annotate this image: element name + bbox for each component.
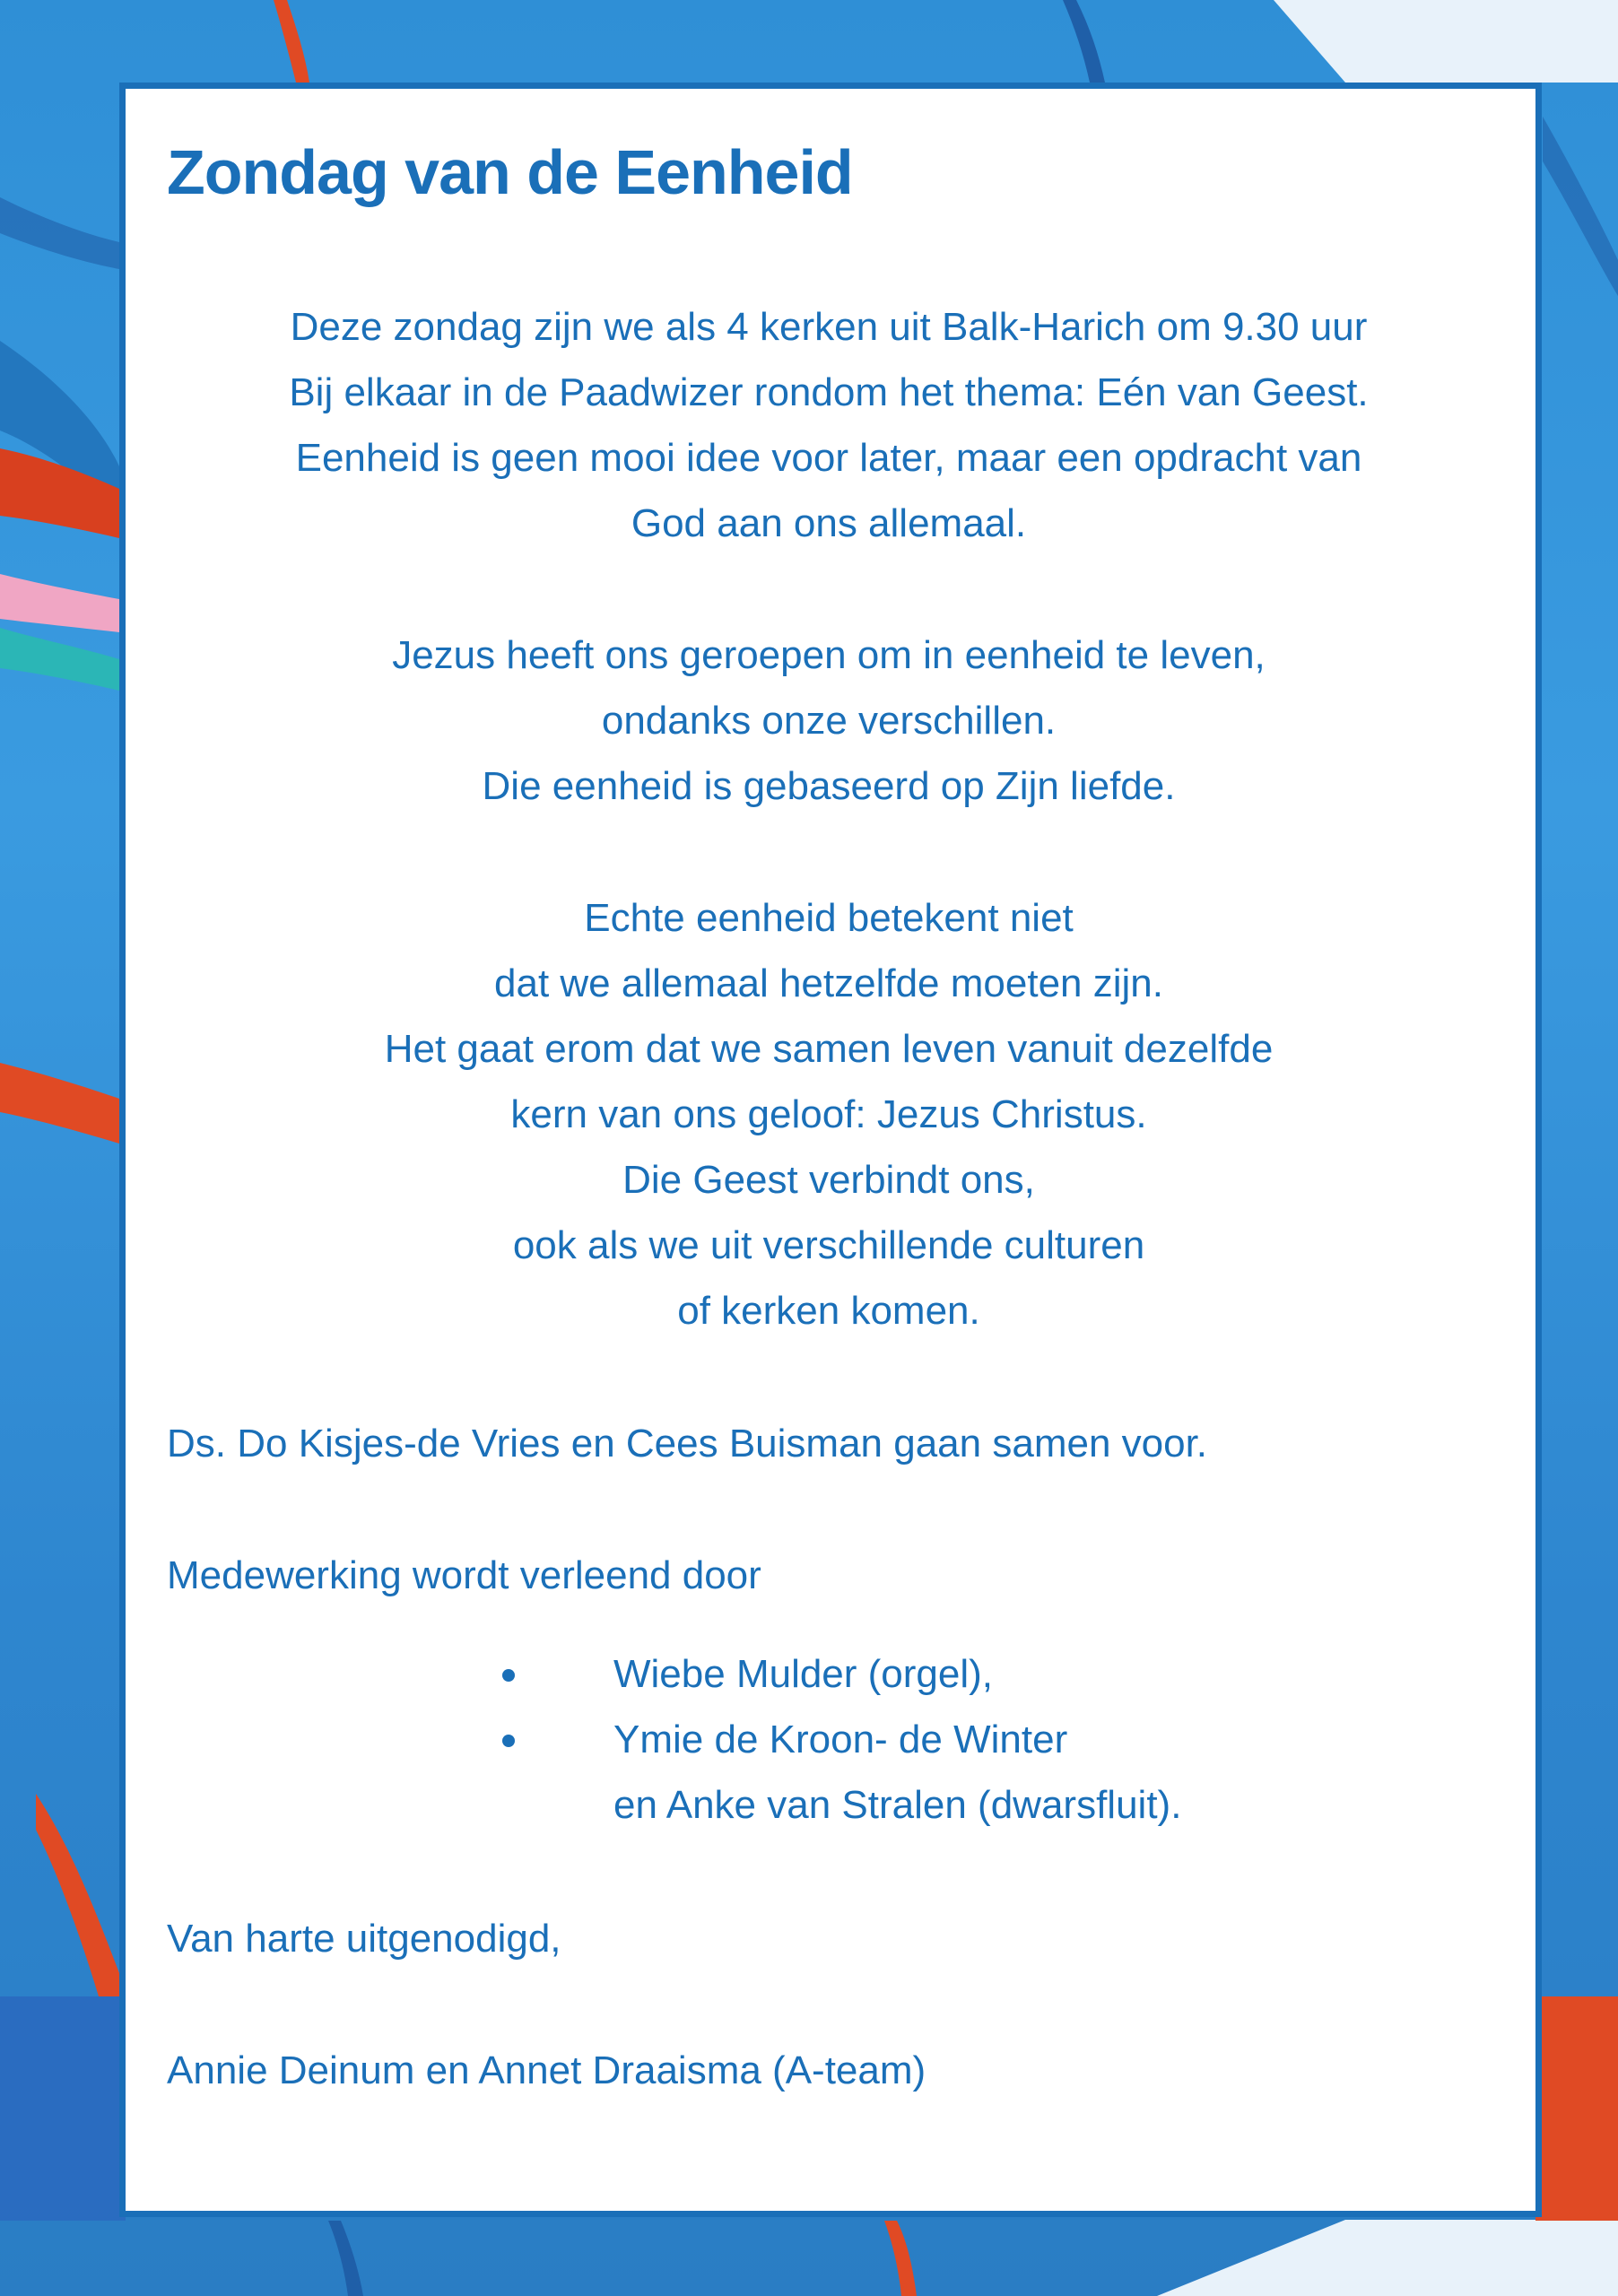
- paragraph1-line-3: Eenheid is geen mooi idee voor later, maar een opdracht van: [295, 436, 1362, 480]
- paragraph1-line-1: Deze zondag zijn we als 4 kerken uit Balk-Harich om 9.30 uur: [290, 305, 1368, 349]
- credit-item-1: Wiebe Mulder (orgel),: [613, 1652, 994, 1696]
- paragraph1-line-4: God aan ons allemaal.: [631, 501, 1027, 545]
- bullet-icon: [502, 1735, 520, 1752]
- signature-line: Annie Deinum en Annet Draaisma (A-team): [167, 2048, 926, 2092]
- invitation-line: Van harte uitgenodigd,: [167, 1917, 561, 1961]
- paragraph3-line-7: of kerken komen.: [677, 1289, 980, 1333]
- paragraph2-line-3: Die eenheid is gebaseerd op Zijn liefde.: [482, 764, 1176, 808]
- paragraph3-line-5: Die Geest verbindt ons,: [622, 1158, 1035, 1202]
- paragraph3-line-6: ook als we uit verschillende culturen: [512, 1223, 1145, 1267]
- paragraph3-line-1: Echte eenheid betekent niet: [584, 896, 1074, 940]
- credit-item-2-continued: en Anke van Stralen (dwarsfluit).: [613, 1783, 1182, 1827]
- paragraph3-line-2: dat we allemaal hetzelfde moeten zijn.: [494, 961, 1163, 1005]
- page-title: Zondag van de Eenheid: [167, 137, 853, 207]
- bullet-icon: [502, 1669, 520, 1687]
- credit-item-2: Ymie de Kroon- de Winter: [613, 1718, 1068, 1761]
- paragraph1-line-2: Bij elkaar in de Paadwizer rondom het thema: Eén van Geest.: [289, 370, 1369, 414]
- cooperation-intro: Medewerking wordt verleend door: [167, 1553, 761, 1597]
- paragraph2-line-2: ondanks onze verschillen.: [601, 699, 1057, 743]
- paragraph3-line-4: kern van ons geloof: Jezus Christus.: [510, 1092, 1147, 1136]
- paragraph2-line-1: Jezus heeft ons geroepen om in eenheid te leven,: [392, 633, 1266, 677]
- leaders-line: Ds. Do Kisjes-de Vries en Cees Buisman gaan samen voor.: [167, 1422, 1208, 1465]
- paragraph3-line-3: Het gaat erom dat we samen leven vanuit dezelfde: [384, 1027, 1274, 1071]
